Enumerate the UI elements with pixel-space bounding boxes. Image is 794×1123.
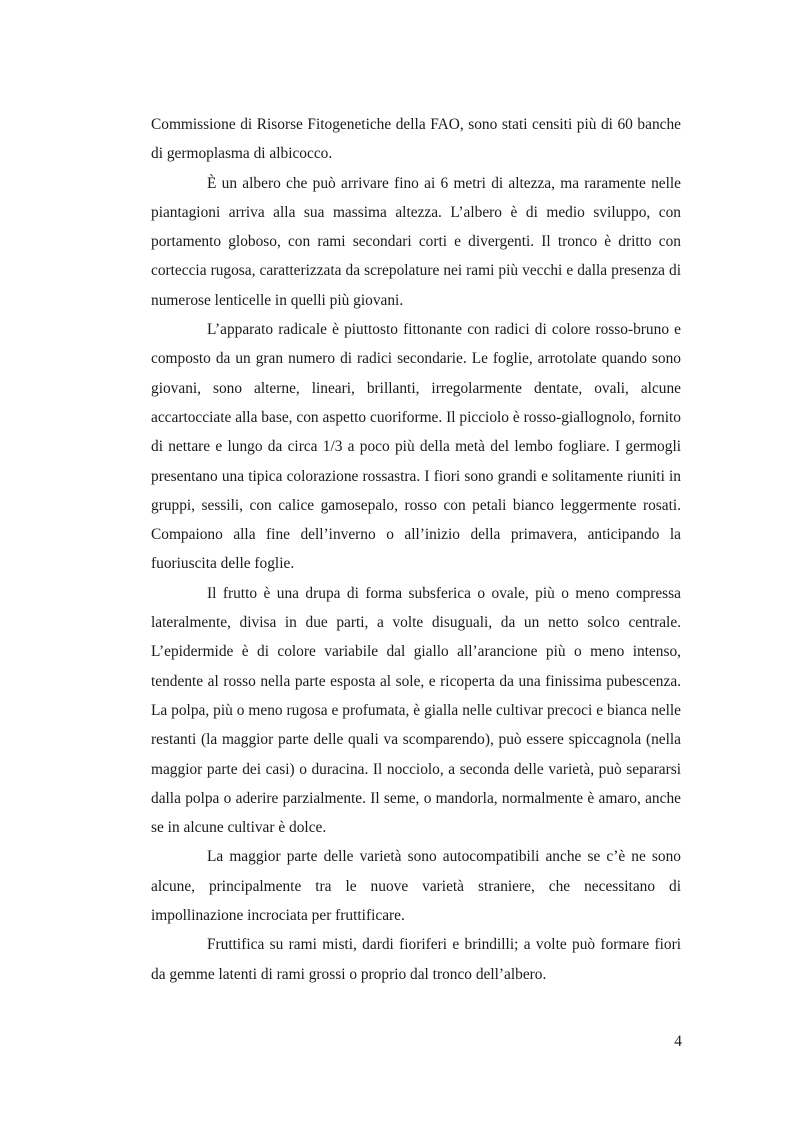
paragraph-roots-leaves-flowers: L’apparato radicale è piuttosto fittonante con radici di colore rosso-bruno e composto da un gran numero di radici secondarie. Le foglie, arrotolate quando sono giovani, sono alterne, lineari, brillanti, irregolarmente dentate, ovali, alcune accartocciate alla base, con aspetto cuoriforme. Il picciolo è rosso-giallognolo, fornito di nettare e lungo da circa 1/3 a poco più della metà del lembo fogliare. I germogli presentano una tipica colorazione rossastra. I fiori sono grandi e solitamente riuniti in gruppi, sessili, con calice gamosepalo, rosso con petali bianco leggermente rosati. Compaiono alla fine dell’inverno o all’inizio della primavera, anticipando la fuoriuscita delle foglie. — [151, 321, 681, 573]
paragraph-pollination: La maggior parte delle varietà sono autocompatibili anche se c’è ne sono alcune, principalmente tra le nuove varietà straniere, che necessitano di impollinazione incrociata per fruttificare. — [151, 848, 681, 925]
paragraph-fruiting: Fruttifica su rami misti, dardi fioriferi e brindilli; a volte può formare fiori da gemme latenti di rami grossi o proprio dal tronco dell’albero. — [151, 936, 681, 983]
paragraph-fao-germplasm: Commissione di Risorse Fitogenetiche della FAO, sono stati censiti più di 60 banche di germoplasma di albicocco. — [151, 116, 681, 163]
page-number: 4 — [674, 1033, 682, 1050]
paragraph-tree-description: È un albero che può arrivare fino ai 6 metri di altezza, ma raramente nelle piantagioni arriva alla sua massima altezza. L’albero è di medio sviluppo, con portamento globoso, con rami secondari corti e divergenti. Il tronco è dritto con corteccia rugosa, caratterizzata da screpolature nei rami più vecchi e dalla presenza di numerose lenticelle in quelli più giovani. — [151, 174, 681, 309]
body-text — [151, 110, 681, 989]
paragraph-fruit-description: Il frutto è una drupa di forma subsferica o ovale, più o meno compressa lateralmente, divisa in due parti, a volte disuguali, da un netto solco centrale. L’epidermide è di colore variabile dal giallo all’arancione più o meno intenso, tendente al rosso nella parte esposta al sole, e ricoperta da una finissima pubescenza. La polpa, più o meno rugosa e profumata, è gialla nelle cultivar precoci e bianca nelle restanti (la maggior parte delle quali va scomparendo), può essere spiccagnola (nella maggior parte dei casi) o duracina. Il nocciolo, a seconda delle varietà, può separarsi dalla polpa o aderire parzialmente. Il seme, o mandorla, normalmente è amaro, anche se in alcune cultivar è dolce. — [151, 584, 681, 837]
